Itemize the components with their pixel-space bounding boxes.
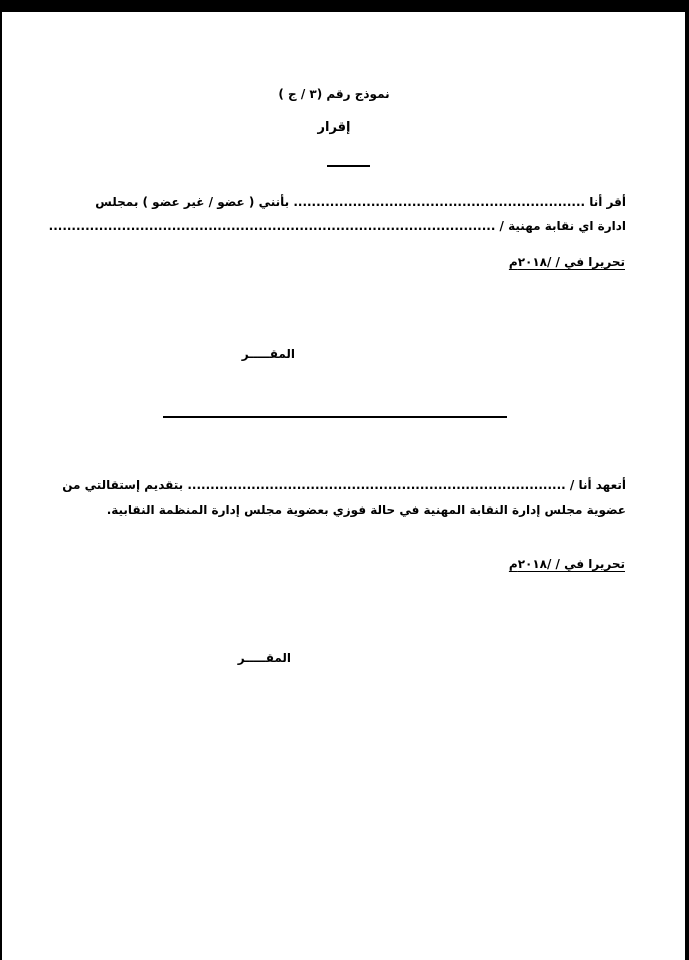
heading: إقرار <box>317 120 351 135</box>
declaration-signer: المقـــــر <box>241 347 295 361</box>
pledge-signer: المقـــــر <box>237 651 291 665</box>
right-border <box>685 0 689 960</box>
declaration-line-1: أقر أنا ................................................................ بأنني ( عضو / غير عضو ) بمجلس <box>95 195 626 209</box>
declaration-line-2: ادارة اي نقابة مهنية / .................................................................................................. <box>48 219 626 233</box>
declaration-date: تحريرا في / /٢٠١٨م <box>508 255 625 269</box>
pledge-date: تحريرا في / /٢٠١٨م <box>508 557 625 571</box>
heading-underline <box>327 165 370 167</box>
pledge-line-2: عضوية مجلس إدارة النقابة المهنية في حالة فوزي بعضوية مجلس إدارة المنظمة النقابية. <box>106 503 626 517</box>
left-border <box>0 0 2 960</box>
section-divider <box>163 416 507 418</box>
pledge-line-1: أتعهد أنا / ................................................................................... بتقديم إستقالتي من <box>62 478 626 492</box>
top-border <box>0 0 689 12</box>
form-title: نموذج رقم (٣ / ج ) <box>278 87 390 101</box>
